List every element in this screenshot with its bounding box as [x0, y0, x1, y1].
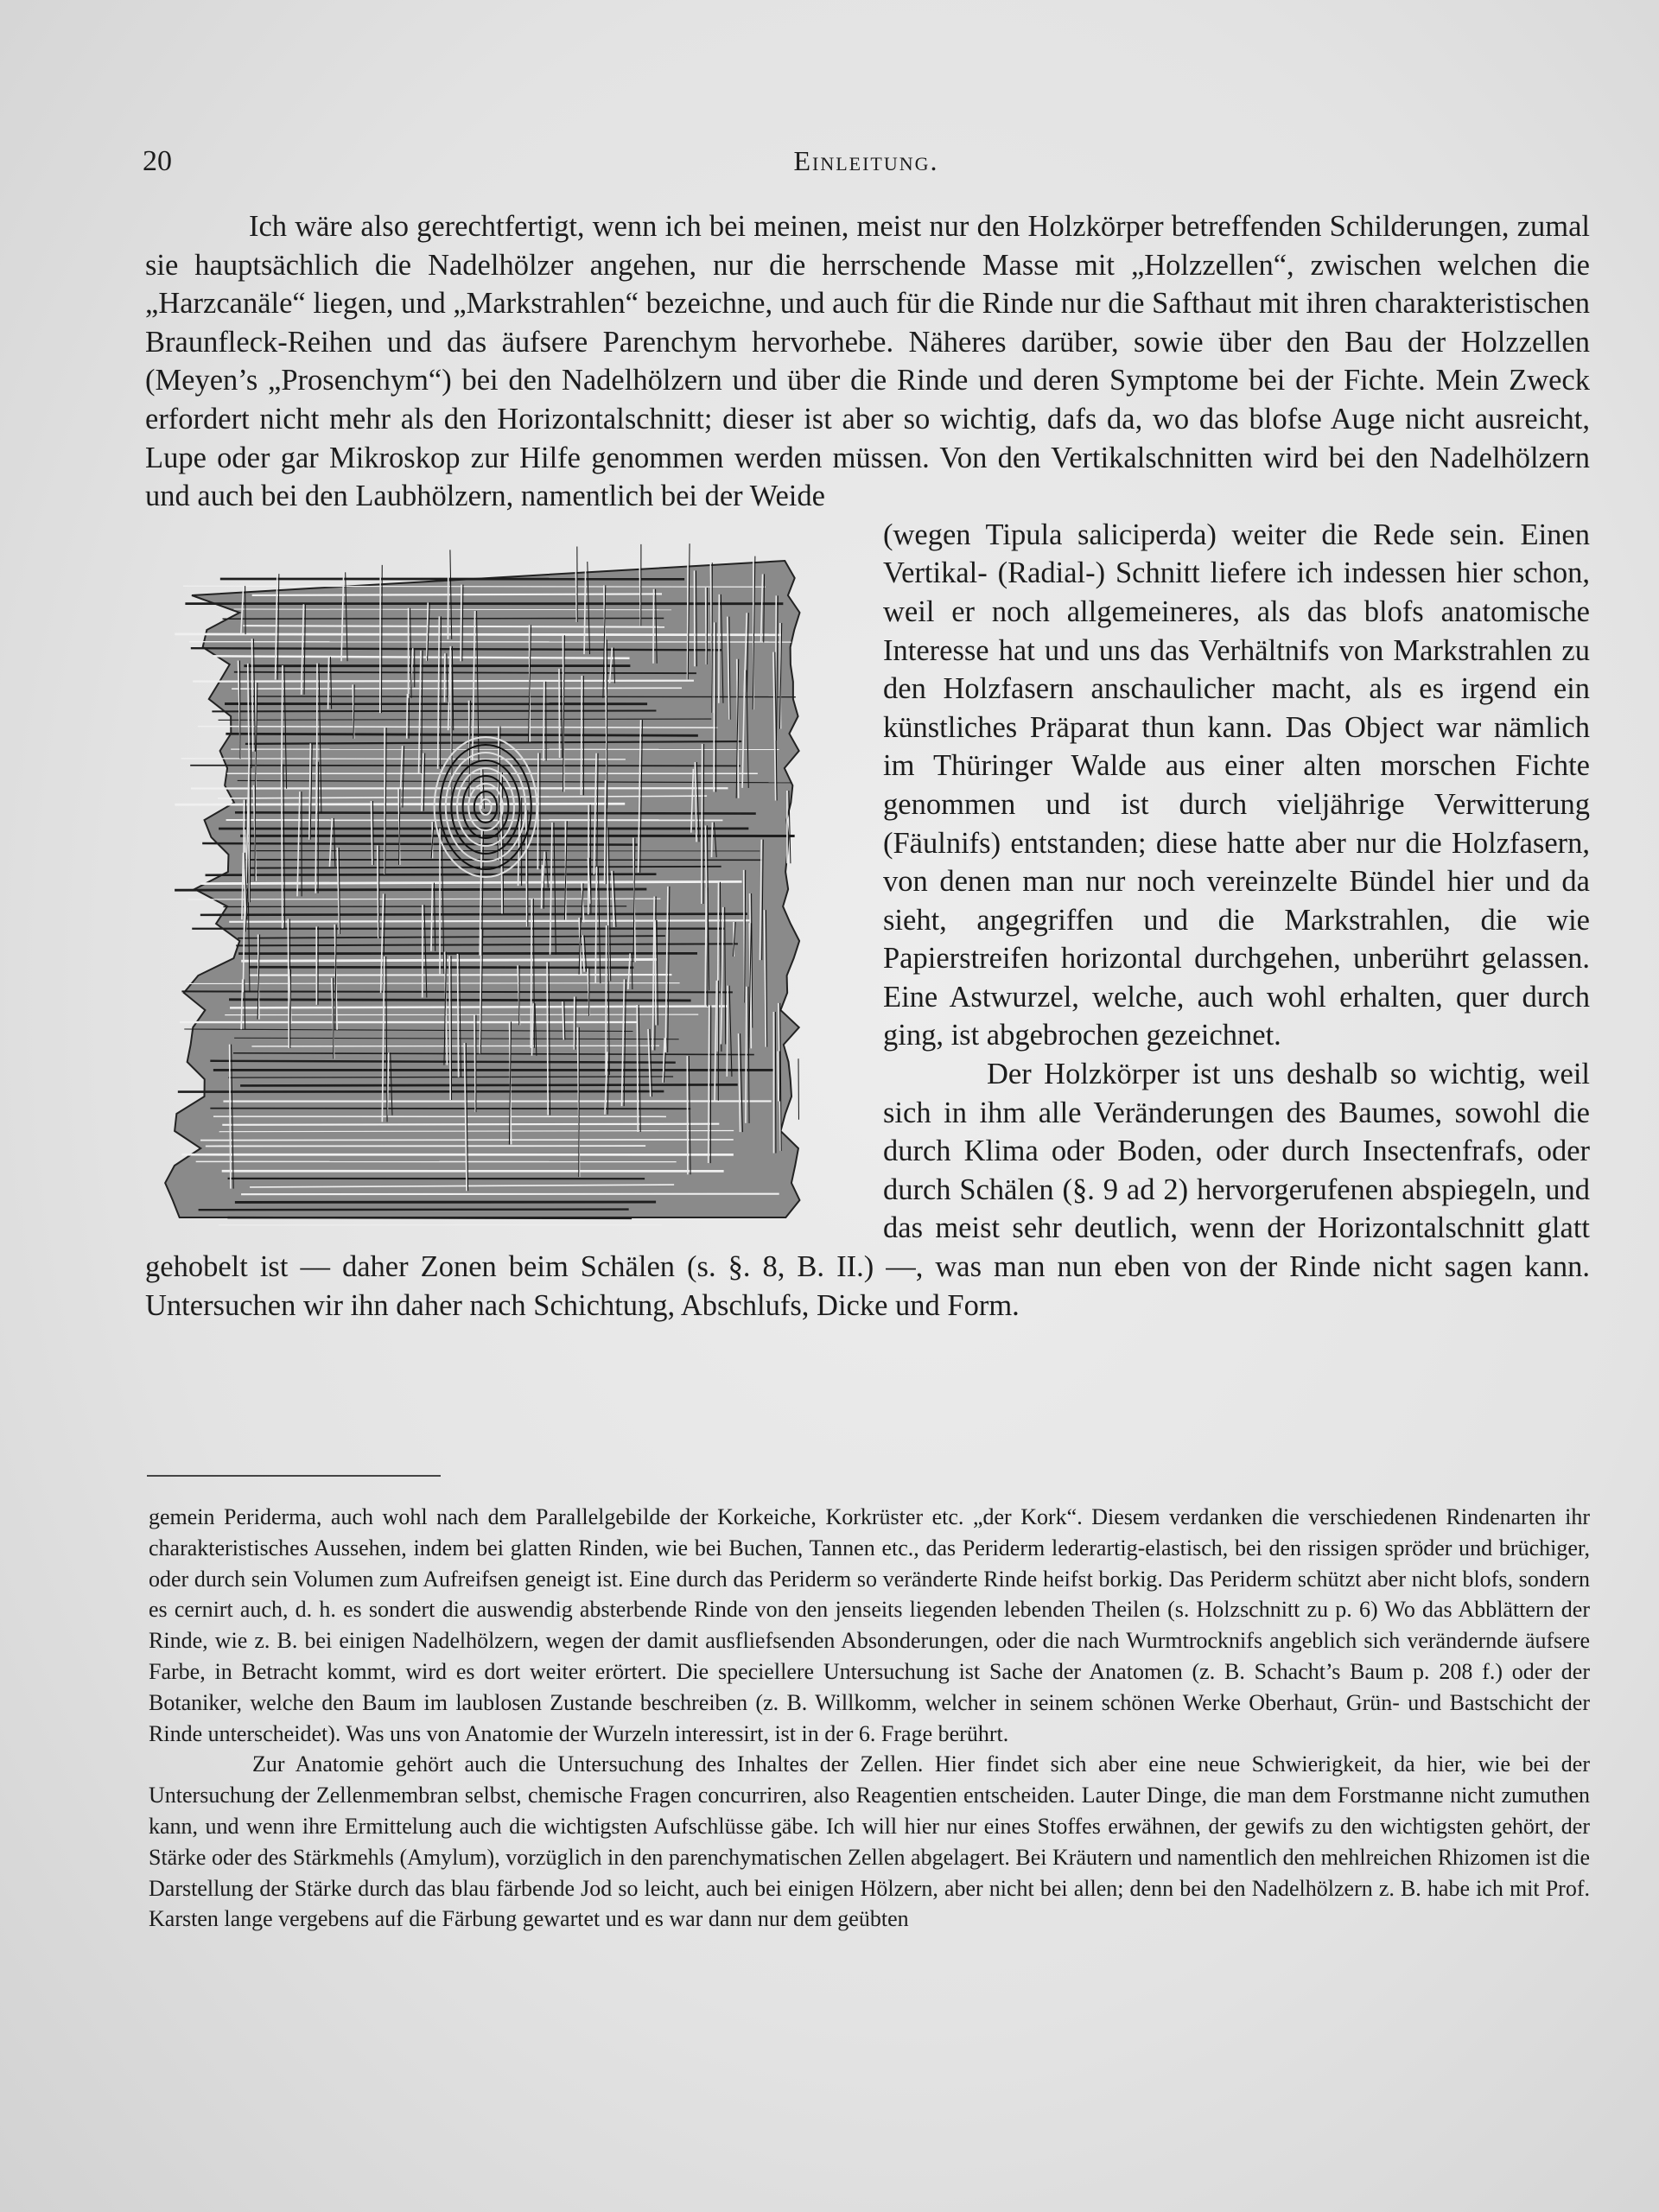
paragraph-1-start: Ich wäre also gerechtfertigt, wenn ich bei meinen, meist nur den Holzkörper betreffenden Schilderungen, zumal sie hauptsächlich die Nadelhölzer angehen, nur die herrschende Masse mit „Holzzellen“, zwischen welchen die „Harzcanäle“ liegen, und „Markstrahlen“ bezeichne, und auch für die Rinde nur die Safthaut mit ihren charakteristischen Braunfleck-Reihen und das äufsere Parenchym hervorhebe. Näheres darüber, sowie über den Bau der Holzzellen (Meyen’s „Prosenchym“) bei den Nadelhölzern und über die Rinde und deren Symptome bei der Fichte. Mein Zweck erfordert nicht mehr als den Horizontalschnitt; dieser ist aber so wichtig, dafs da, wo das blofse Auge nicht ausreicht, Lupe oder gar Mikroskop zur Hilfe genommen werden müssen. Von den Vertikalschnitten wird bei den Nadelhölzern und auch bei den Laubhölzern, namentlich bei der Weide	[145, 210, 1590, 513]
footnote-2: Zur Anatomie gehört auch die Untersuchung des Inhaltes der Zellen. Hier findet sich aber eine neue Schwierigkeit, da hier, wie bei der Untersuchung der Zellenmembran selbst, chemische Fragen concurriren, also Reagentien entscheiden. Lauter Dinge, die man dem Forstmanne nicht zumuthen kann, und wenn ihre Ermittelung auch die wichtigsten Aufschlüsse gäbe. Ich will hier nur eines Stoffes erwähnen, der gewifs zu den wichtigsten gehört, der Stärke oder des Stärkmehls (Amylum), vorzüglich in den parenchymatischen Zellen abgelagert. Bei Kräutern und namentlich den mehlreichen Rhizomen ist die Darstellung der Stärke durch das blau färbende Jod so leicht, auch bei einigen Hölzern, aber nicht bei allen; denn bei den Nadelhölzern z. B. habe ich mit Prof. Karsten lange vergebens auf die Färbung gewartet und es war dann nur dem geübten	[149, 1751, 1590, 1932]
footnotes	[149, 1502, 1590, 1935]
footnote-1: gemein Periderma, auch wohl nach dem Parallelgebilde der Korkeiche, Korkrüster etc. „der Kork“. Diesem verdanken die verschiedenen Rindenarten ihr charakteristisches Aussehen, indem bei glatten Rinden, wie bei Buchen, Tannen etc., das Periderm lederartig-elastisch, bei den rissigen spröder und brüchiger, oder durch sein Volumen zum Aufreifsen geneigt ist. Eine durch das Periderm so veränderte Rinde heifst borkig. Das Periderm schützt aber nicht blofs, sondern es cernirt auch, d. h. es sondert die auswendig absterbende Rinde von den jenseits liegenden lebenden Theilen (s. Holzschnitt zu p. 6) Wo das Abblättern der Rinde, wie z. B. bei einigen Nadelhölzern, wegen der damit ausfliefsenden Absonderungen, oder die nach Wurmtrocknifs angeblich sich verändernde äufsere Farbe, in Betracht kommt, wird es dort weiter erörtert. Die speciellere Untersuchung ist Sache der Anatomen (z. B. Schacht’s Baum p. 208 f.) oder der Botaniker, welche den Baum im laublosen Zustande beschreiben (z. B. Willkomm, welcher in seinem schönen Werke Oberhaut, Grün- und Bastschicht der Rinde unterscheidet). Was uns von Anatomie der Wurzeln interessirt, ist in der 6. Frage berührt.	[149, 1504, 1590, 1746]
wood-section-figure	[140, 543, 857, 1235]
main-text	[145, 207, 1590, 1325]
page-number: 20	[143, 145, 172, 177]
running-head: Einleitung.	[793, 145, 939, 176]
page-header	[143, 145, 1590, 180]
paragraph-2: Der Holzkörper ist uns deshalb so wichtig, weil sich in ihm alle Veränderungen des Baumes, sowohl die durch Klima oder Boden, oder durch Insectenfrafs, oder durch Schälen (§. 9 ad 2) hervorgerufenen abspiegeln, und das meist sehr deutlich, wenn der Horizontalschnitt glatt gehobelt ist — daher Zonen beim Schälen (s. §. 8, B. II.) —, was man nun eben von der Rinde nicht sagen kann. Untersuchen wir ihn daher nach Schichtung, Abschlufs, Dicke und Form.	[145, 1058, 1590, 1322]
wood-engraving-illustration	[140, 543, 849, 1235]
paragraph-1-continued: (wegen Tipula saliciperda) weiter die Rede sein. Einen Vertikal- (Radial-) Schnitt liefere ich indessen hier schon, weil er noch allgemeineres, als das blofs anatomische Interesse hat und uns das Verhältnifs von Markstrahlen zu den Holzfasern anschaulicher macht, als es irgend ein künstliches Präparat thun kann. Das Object war nämlich im Thüringer Walde aus einer alten morschen Fichte genommen und ist durch vieljährige Verwitterung (Fäulnifs) entstanden; diese hatte aber nur die Holzfasern, von denen man nur noch vereinzelte Bündel hier und da sieht, angegriffen und die Markstrahlen, die wie Papierstreifen horizontal durchgehen, unberührt gelassen. Eine Astwurzel, welche, auch wohl erhalten, quer durch ging, ist abgebrochen gezeichnet.	[883, 518, 1590, 1052]
footnote-separator	[147, 1475, 441, 1477]
